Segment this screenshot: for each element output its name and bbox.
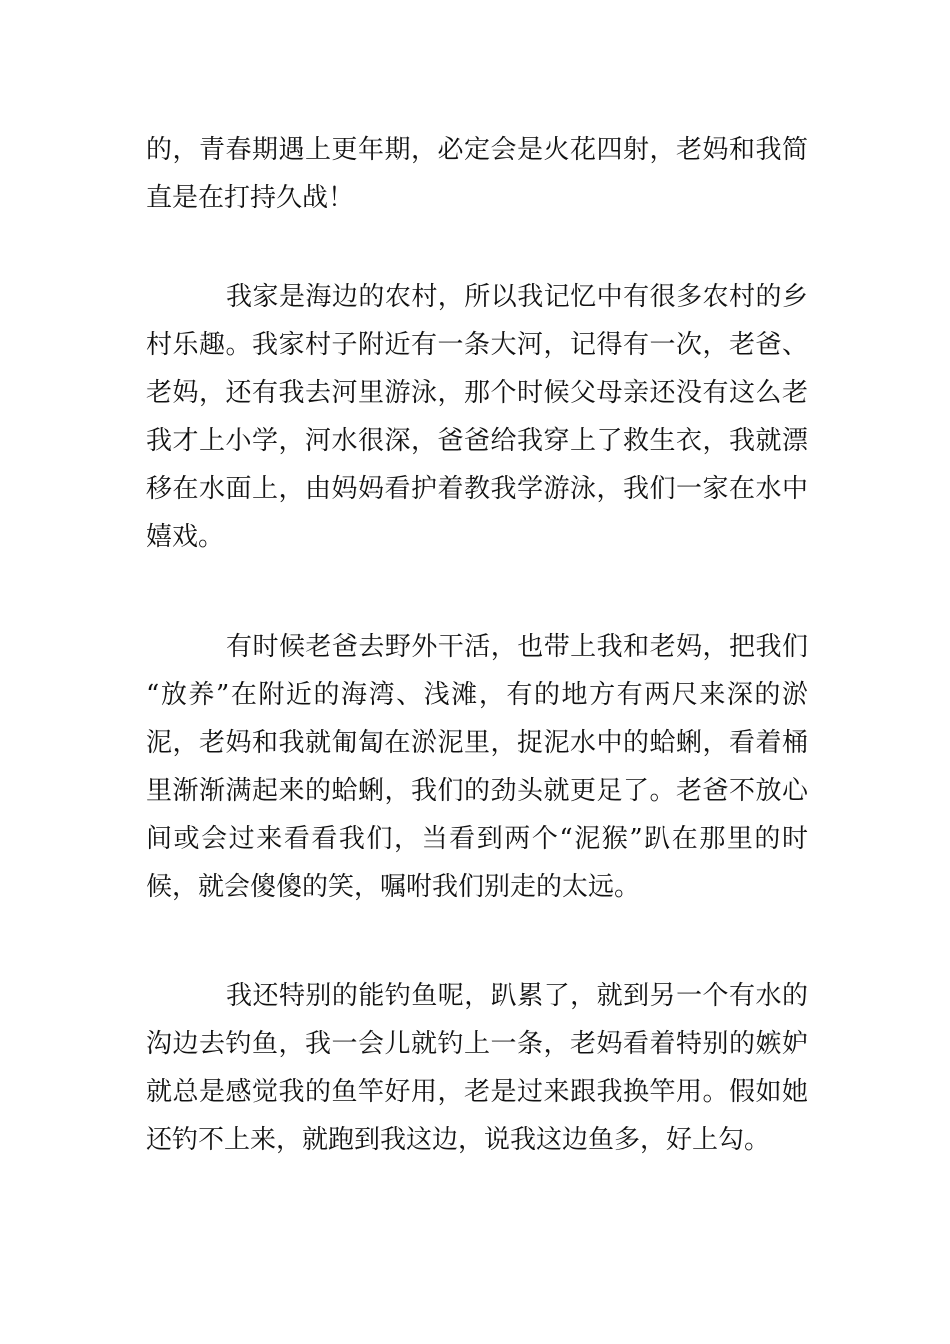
paragraph-2 [146,273,808,561]
text-line: 老妈，还有我去河里游泳，那个时候父母亲还没有这么老 [146,378,808,408]
text-line: 直是在打持久战！ [146,183,355,213]
text-line: 里渐渐满起来的蛤蜊，我们的劲头就更足了。老爸不放心 [146,776,808,806]
text-line: 就总是感觉我的鱼竿好用，老是过来跟我换竿用。假如她 [146,1077,808,1107]
text-line: 我才上小学，河水很深，爸爸给我穿上了救生衣，我就漂 [146,426,808,456]
text-line: 村乐趣。我家村子附近有一条大河，记得有一次，老爸、 [146,330,808,360]
text-line: 候，就会傻傻的笑，嘱咐我们别走的太远。 [146,872,641,902]
paragraph-4 [146,972,808,1164]
text-line: 的，青春期遇上更年期，必定会是火花四射，老妈和我简 [146,135,808,165]
text-line: 还钓不上来，就跑到我这边，说我这边鱼多，好上勾。 [146,1125,771,1155]
text-line: 我家是海边的农村，所以我记忆中有很多农村的乡 [226,282,808,312]
text-line: 我还特别的能钓鱼呢，趴累了，就到另一个有水的 [226,981,808,1011]
text-line: 间或会过来看看我们，当看到两个“泥猴”趴在那里的时 [146,824,808,854]
text-line: 泥，老妈和我就匍匐在淤泥里，捉泥水中的蛤蜊，看着桶 [146,728,808,758]
paragraph-3 [146,623,808,911]
text-line: 有时候老爸去野外干活，也带上我和老妈，把我们 [226,632,808,662]
text-line: 沟边去钓鱼，我一会儿就钓上一条，老妈看着特别的嫉妒 [146,1029,808,1059]
text-line: 嬉戏。 [146,522,225,552]
text-line: 移在水面上，由妈妈看护着教我学游泳，我们一家在水中 [146,474,808,504]
text-line: “放养”在附近的海湾、浅滩，有的地方有两尺来深的淤 [146,680,808,710]
paragraph-1 [146,126,808,222]
